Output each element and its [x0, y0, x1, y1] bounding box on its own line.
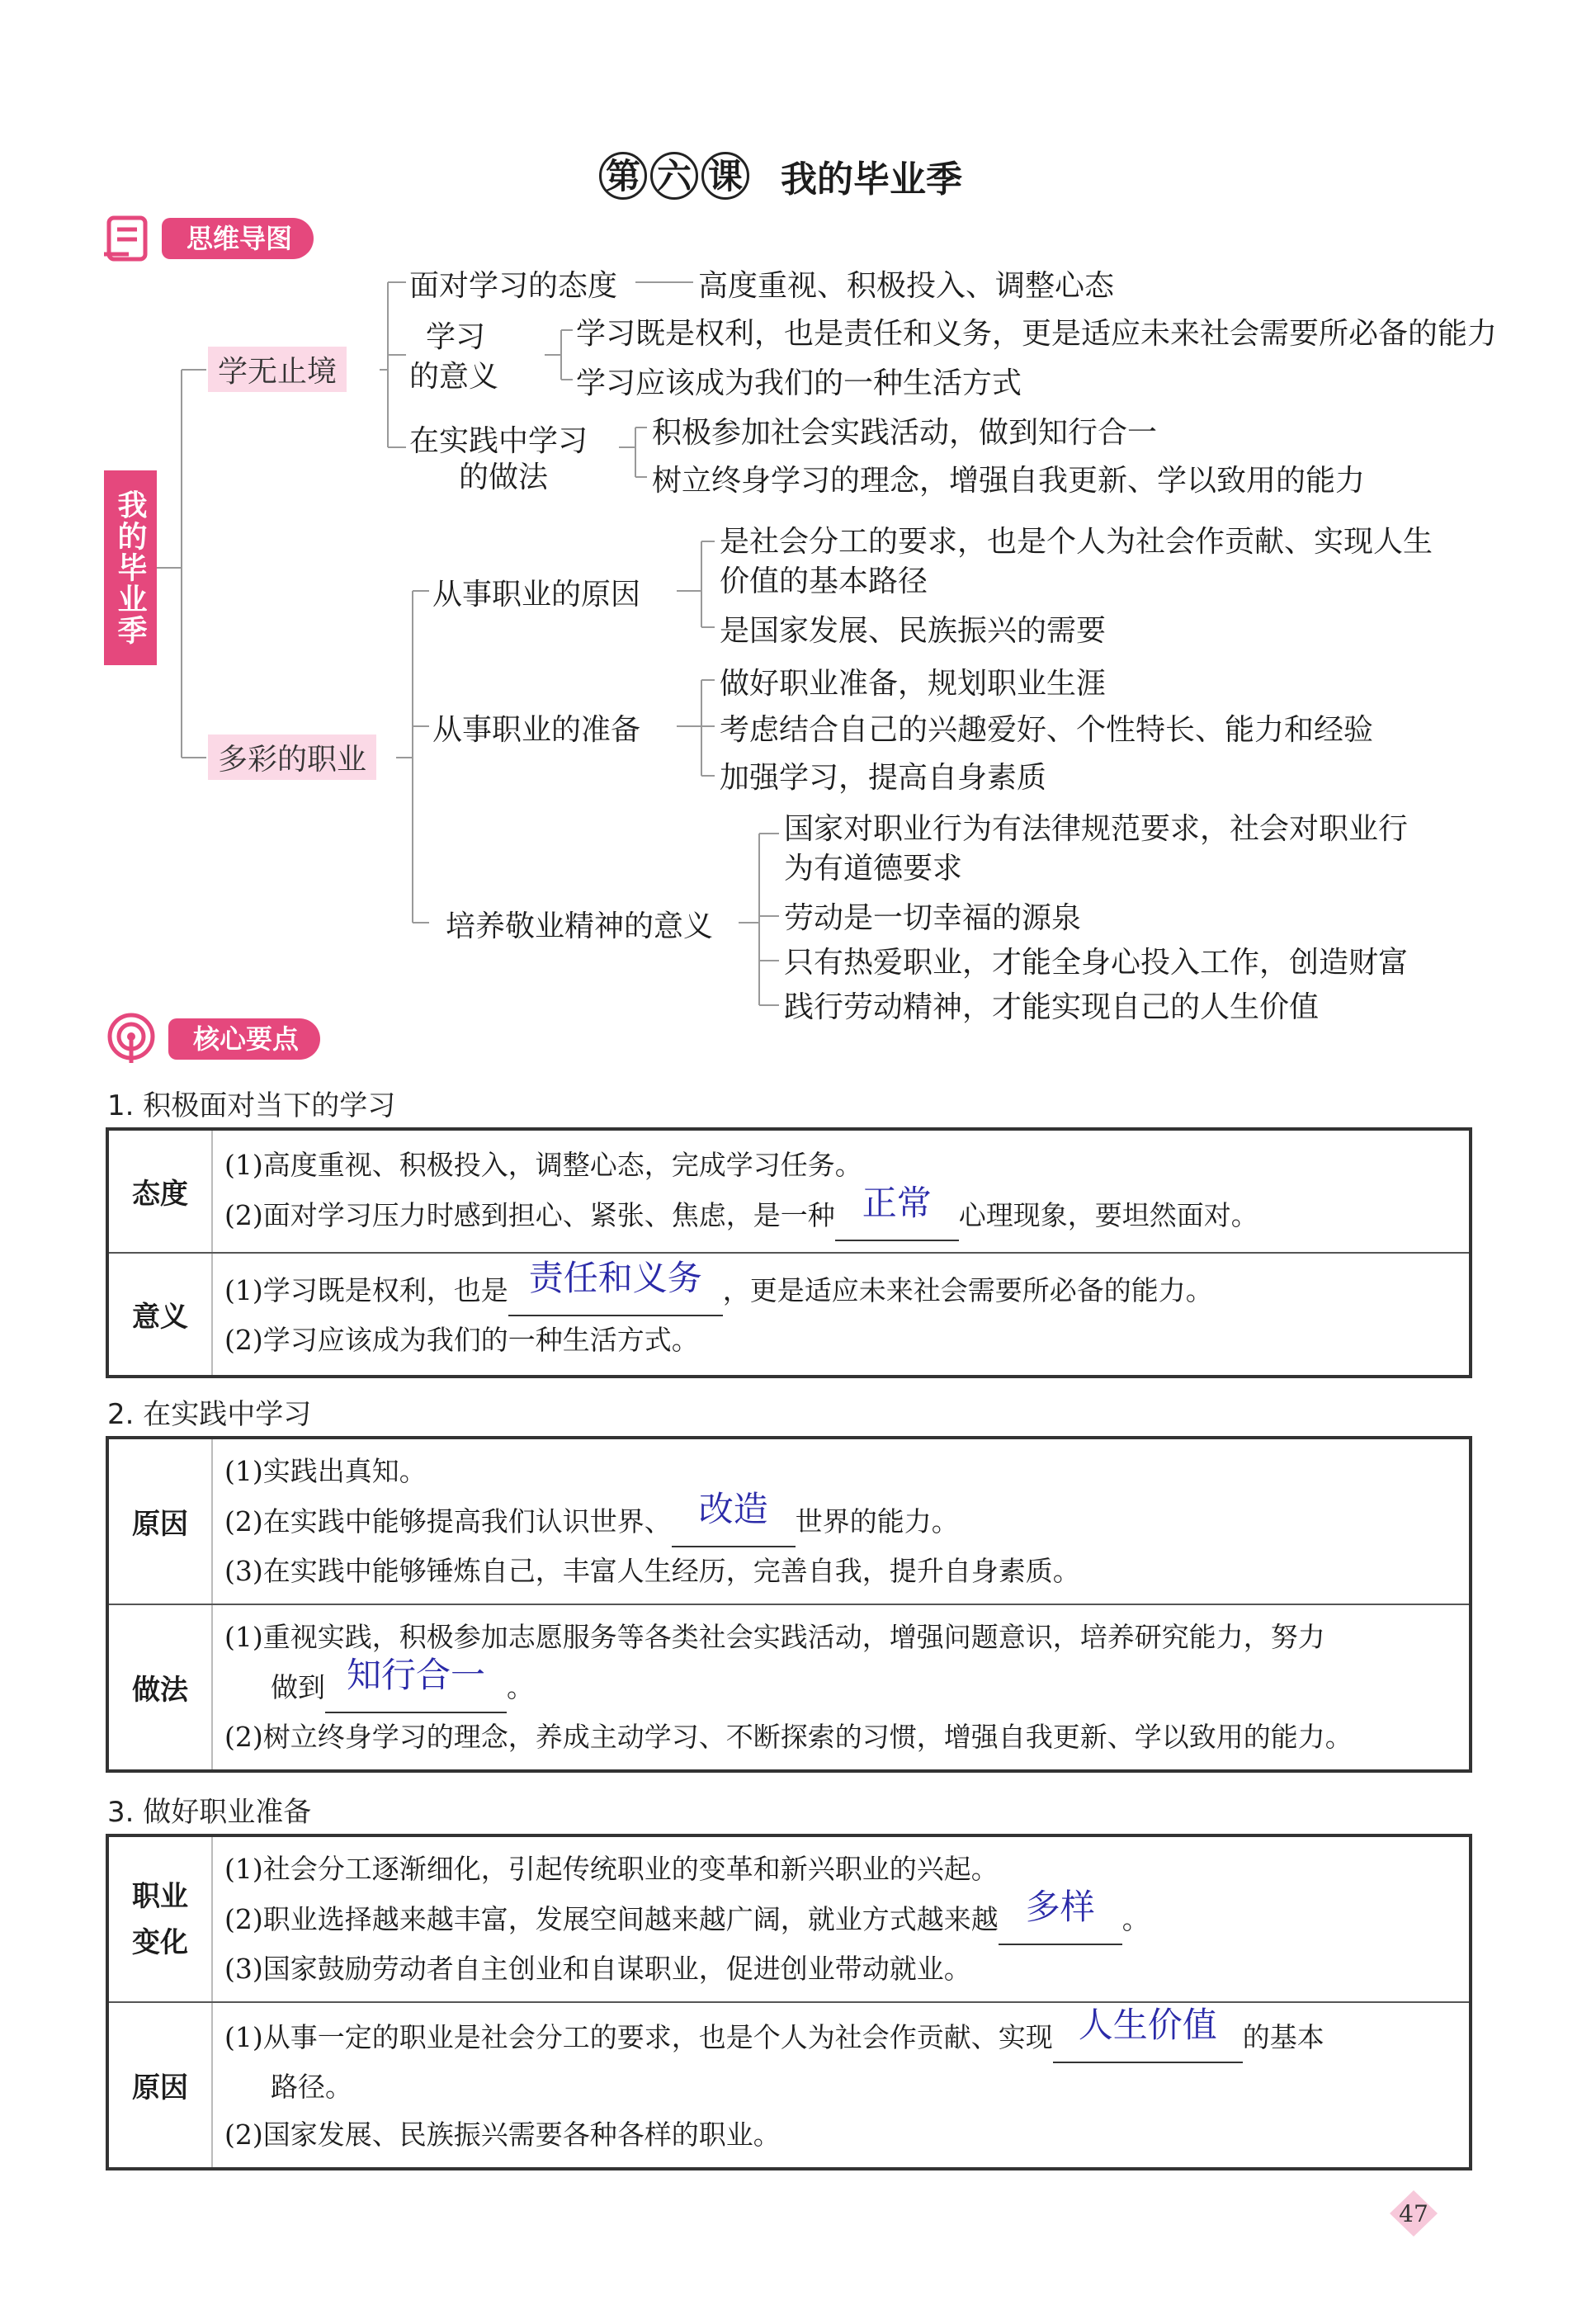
s3-r1-line2b: 。	[1121, 1903, 1150, 1935]
leaf-meaning-2: 学习应该成为我们的一种生活方式	[576, 366, 1022, 400]
s1-r1-label: 态度	[107, 1129, 212, 1253]
node-career-reason: 从事职业的原因	[432, 578, 641, 612]
s1-r1-answer: 正常	[862, 1183, 932, 1223]
s1-r2-line2: (2)学习应该成为我们的一种生活方式。	[224, 1324, 699, 1356]
s3-r1-line2a: (2)职业选择越来越丰富，发展空间越来越广阔，就业方式越来越	[224, 1903, 999, 1935]
s3-r2-line2: (2)国家发展、民族振兴需要各种各样的职业。	[224, 2119, 781, 2151]
s1-r1-line2b: 心理现象，要坦然面对。	[958, 1199, 1258, 1231]
s2-r1-line2b: 世界的能力。	[795, 1505, 959, 1538]
s3-r2-blank	[1053, 2005, 1243, 2063]
s3-r1-blank	[999, 1887, 1122, 1945]
s3-r2-line1b: 的基本	[1242, 2021, 1324, 2053]
s2-heading: 2. 在实践中学习	[107, 1398, 312, 1431]
s3-r1-label-b: 变化	[132, 1925, 188, 1959]
title-char-2: 六	[650, 152, 698, 200]
s2-r1-line2a: (2)在实践中能够提高我们认识世界、	[224, 1505, 672, 1538]
node-dedication: 培养敬业精神的意义	[446, 909, 714, 943]
node-meaning-a: 学习	[426, 320, 486, 354]
s2-r2-line1: (1)重视实践，积极参加志愿服务等各类社会实践活动，增强问题意识，培养研究能力，努力	[224, 1621, 1325, 1653]
s1-table	[106, 1127, 1472, 1378]
leaf-dedication-4: 践行劳动精神，才能实现自己的人生价值	[784, 990, 1320, 1024]
s3-table	[106, 1834, 1472, 2170]
s2-r2-line1c: 做到	[271, 1671, 325, 1703]
s1-r1-blank	[835, 1183, 959, 1241]
s3-r2-line1c: 路径。	[271, 2071, 352, 2103]
leaf-attitude: 高度重视、积极投入、调整心态	[698, 269, 1115, 303]
title-char-1: 第	[599, 152, 647, 200]
s2-r2-label: 做法	[107, 1604, 212, 1771]
node-practice-b: 的做法	[459, 461, 549, 494]
s1-heading: 1. 积极面对当下的学习	[107, 1089, 396, 1122]
s1-r2-line1b: ，更是适应未来社会需要所必备的能力。	[722, 1274, 1213, 1306]
s1-r2-label: 意义	[107, 1253, 212, 1377]
s1-r1-line1: (1)高度重视、积极投入，调整心态，完成学习任务。	[224, 1149, 862, 1181]
leaf-career-reason-2: 是国家发展、民族振兴的需要	[720, 614, 1107, 648]
leaf-career-prep-3: 加强学习，提高自身素质	[720, 761, 1047, 795]
leaf-dedication-2: 劳动是一切幸福的源泉	[784, 901, 1082, 935]
title-char-3: 课	[701, 152, 749, 200]
s3-r1-line3: (3)国家鼓励劳动者自主创业和自谋职业，促进创业带动就业。	[224, 1953, 971, 1985]
mindmap-root: 我的毕业季	[104, 470, 157, 665]
s2-r2-blank	[325, 1655, 507, 1713]
node-career-prep: 从事职业的准备	[432, 713, 641, 747]
s3-r2-line1a: (1)从事一定的职业是社会分工的要求，也是个人为社会作贡献、实现	[224, 2021, 1053, 2053]
s1-r1-line2a: (2)面对学习压力时感到担心、紧张、焦虑，是一种	[224, 1199, 835, 1231]
s3-r1-line1: (1)社会分工逐渐细化，引起传统职业的变革和新兴职业的兴起。	[224, 1853, 999, 1885]
s2-r1-blank	[672, 1489, 796, 1547]
target-icon	[104, 1012, 158, 1066]
branch-careers: 多彩的职业	[208, 735, 376, 780]
leaf-career-reason-1b: 价值的基本路径	[720, 564, 928, 598]
s3-r2-answer: 人生价值	[1078, 2005, 1217, 2045]
node-meaning-b: 的意义	[409, 360, 499, 394]
s3-r1-label-a: 职业	[132, 1879, 188, 1913]
s3-r1-answer: 多样	[1025, 1887, 1095, 1927]
branch-learning: 学无止境	[208, 347, 347, 392]
s3-r2-label: 原因	[107, 2002, 212, 2169]
leaf-dedication-1b: 为有道德要求	[784, 852, 963, 886]
s2-r2-line1d: 。	[507, 1671, 534, 1703]
s1-r2-line1a: (1)学习既是权利，也是	[224, 1274, 508, 1306]
section-tag-mindmap: 思维导图	[162, 218, 314, 259]
s2-table	[106, 1436, 1472, 1773]
leaf-practice-2: 树立终身学习的理念，增强自我更新、学以致用的能力	[652, 464, 1366, 498]
leaf-practice-1: 积极参加社会实践活动，做到知行合一	[652, 416, 1158, 450]
page-number: 47	[1399, 2200, 1428, 2227]
node-attitude: 面对学习的态度	[409, 269, 618, 303]
leaf-career-reason-1a: 是社会分工的要求，也是个人为社会作贡献、实现人生	[720, 525, 1433, 559]
s1-r2-answer: 责任和义务	[528, 1258, 702, 1298]
s2-r1-line1: (1)实践出真知。	[224, 1455, 427, 1487]
leaf-dedication-1a: 国家对职业行为有法律规范要求，社会对职业行	[784, 812, 1409, 846]
leaf-career-prep-2: 考虑结合自己的兴趣爱好、个性特长、能力和经验	[720, 713, 1374, 747]
leaf-dedication-3: 只有热爱职业，才能全身心投入工作，创造财富	[784, 946, 1409, 980]
s1-r2-blank	[508, 1258, 723, 1316]
s2-r2-answer: 知行合一	[346, 1655, 485, 1695]
s2-r1-label: 原因	[107, 1438, 212, 1604]
node-practice-a: 在实践中学习	[409, 424, 588, 458]
s2-r2-line2: (2)树立终身学习的理念，养成主动学习、不断探索的习惯，增强自我更新、学以致用的能力。	[224, 1721, 1353, 1753]
s3-r1-label	[107, 1835, 212, 2002]
s2-r1-line3: (3)在实践中能够锤炼自己，丰富人生经历，完善自我，提升自身素质。	[224, 1555, 1080, 1587]
s2-r1-answer: 改造	[698, 1489, 768, 1529]
section-tag-core: 核心要点	[168, 1018, 320, 1060]
title-main: 我的毕业季	[781, 158, 962, 201]
s3-heading: 3. 做好职业准备	[107, 1796, 312, 1829]
leaf-career-prep-1: 做好职业准备，规划职业生涯	[720, 667, 1107, 701]
leaf-meaning-1: 学习既是权利，也是责任和义务，更是适应未来社会需要所必备的能力	[576, 317, 1498, 351]
